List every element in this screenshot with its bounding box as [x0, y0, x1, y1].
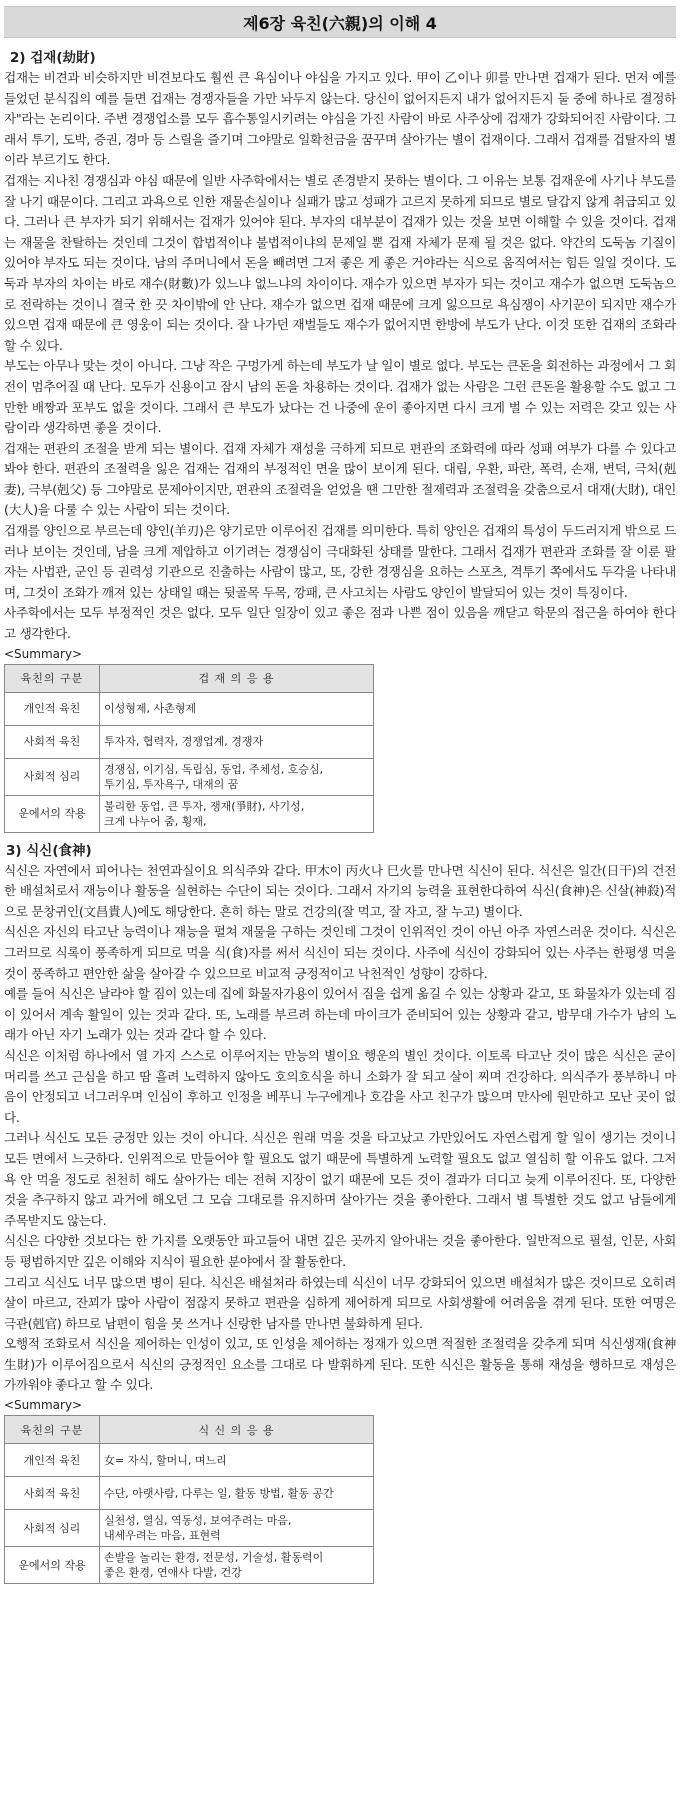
section-heading-geobjae: 2) 겁재(劫財)	[10, 50, 96, 66]
paragraph: 겁재는 편관의 조절을 받게 되는 별이다. 겁재 자체가 재성을 극하게 되므로 편관의 조화력에 따라 성패 여부가 다를 수 있다고 봐야 한다. 편관의 조절력을 잃은 겁재는 겁재의 부정적인 면을 많이 보이게 된다. 대립, 우환, 파란, 폭력, 손재, 변덕, 극처(剋妻), 극부(剋父) 등 그야말로 문제아이지만, 편관의 조절력을 얻었을 땐 그만한 절제력과 조절력을 갖춤으로서 대재(大財), 대인(大人)을 다룰 수 있는 사람이 되는 것이다.	[4, 440, 676, 518]
paragraph: 겁재를 양인으로 부르는데 양인(羊刃)은 양기로만 이루어진 겁재를 의미한다. 특히 양인은 겁재의 특성이 두드러지게 밖으로 드러나 보이는 것인데, 남을 크게 제압하고 이기려는 경쟁심이 극대화된 상태를 말한다. 그래서 겁재가 편관과 조화를 잘 이룬 팔자는 사법관, 군인 등 권력성 기관으로 진출하는 사람이 많고, 또, 강한 경쟁심을 요하는 스포츠, 격투기 쪽에서도 두각을 나타내며, 그것이 조화가 깨져 있는 상태일 때는 뒷골목 두목, 깡패, 큰 사고치는 사람도 양인이 발달되어 있는 것이 특징이다.	[4, 523, 676, 600]
table-value-cell	[100, 758, 374, 795]
paragraph: 그러나 식신도 모든 긍정만 있는 것이 아니다. 식신은 원래 먹을 것을 타고났고 가만있어도 자연스럽게 할 일이 생기는 것이니 모든 면에서 느긋하다. 인위적으로 만들어야 할 필요도 없기 때문에 특별하게 노력할 필요도 없고 열심히 할 이유도 없다. 그저 욕 안 먹을 정도로 천천히 해도 살아가는 데는 전혀 지장이 없기 때문에 모든 것이 결과가 더디고 늦게 이루어진다. 또, 다양한 것을 추구하지 않고 과거에 해오던 그 모습 그대로를 유지하며 살아가는 것을 좋아한다. 그래서 별 특별한 것도 없고 남들에게 주목받지도 않는다.	[4, 1130, 676, 1228]
summary-label: <Summary>	[4, 646, 83, 661]
document-page	[0, 6, 680, 1584]
table-header-cell: 식 신 의 응 용	[100, 1416, 374, 1444]
cell-line: 손발을 놀리는 환경, 전문성, 기술성, 활동력이	[104, 1551, 324, 1565]
table-value-cell	[100, 1510, 374, 1547]
table-key-cell: 개인적 육친	[5, 1444, 100, 1477]
paragraph: 겁재는 지나친 경쟁심과 야심 때문에 일반 사주학에서는 별로 존경받지 못하는 별이다. 그 이유는 보통 겁재운에 사기나 부도를 잘 나기 때문이다. 그리고 과욕으로 인한 재물손실이나 실패가 많고 성패가 고르지 못하게 되므로 별로 달갑지 않게 취급되고 있다. 그러나 큰 부자가 되기 위해서는 겁재가 있어야 된다. 부자의 대부분이 겁재가 있는 것을 보면 이해할 수 있을 것이다. 겁재는 재물을 찬탈하는 것인데 그것이 합법적이냐 불법적이냐의 문제일 뿐 겁재 자체가 문제 될 것은 없다. 약간의 도둑놈 기질이 있어야 부자도 되는 것이다. 남의 주머니에서 돈을 빼려면 그저 좋은 게 좋은 거야라는 식으로 움직여서는 힘든 일일 것이다. 도둑과 부자의 차이는 바로 재수(財數)가 있느냐 없느냐의 차이이다. 재수가 있으면 부자가 되는 것이고 재수가 없으면 도둑놈으로 전락하는 것이니 결국 한 끗 차이밖에 안 난다. 재수가 없으면 겁재 때문에 크게 잃으므로 욕심쟁이 사기꾼이 되지만 재수가 있으면 겁재 때문에 큰 영웅이 되는 것이다. 잘 나가던 재벌들도 재수가 없어지면 한방에 부도가 난다. 이것 또한 겁재의 조화라 할 수 있다.	[4, 172, 676, 353]
table-row	[5, 795, 374, 832]
paragraph: 겁재는 비견과 비슷하지만 비견보다도 훨씬 큰 욕심이나 야심을 가지고 있다. 甲이 乙이나 卯를 만나면 겁재가 된다. 먼저 예를 들었던 분식집의 예를 들면 겁재는 경쟁자들을 가만 놔두지 않는다. 당신이 없어지든지 내가 없어지든지 둘 중에 하나로 결정하자"라는 논리이다. 주변 경쟁업소를 모두 흡수통일시키려는 야심을 가진 사람이 바로 사주상에 겁재가 강화되어진 사람이다. 그래서 투기, 도박, 증권, 경마 등 스릴을 즐기며 그야말로 일확천금을 꿈꾸며 살아가는 별이 겁재이다. 그래서 겁재를 겁탈자의 별이라 부르기도 한다.	[4, 70, 676, 168]
table-header-cell: 겁 재 의 응 용	[100, 664, 374, 692]
table-value-cell	[100, 725, 374, 758]
paragraph: 사주학에서는 모두 부정적인 것은 없다. 모두 일단 일장이 있고 좋은 점과 나쁜 점이 있음을 깨닫고 학문의 접근을 하여야 한다고 생각한다.	[4, 605, 676, 642]
table-key-cell: 사회적 육친	[5, 725, 100, 758]
paragraph: 부도는 아무나 맞는 것이 아니다. 그냥 작은 구멍가게 하는데 부도가 날 일이 별로 없다. 부도는 큰돈을 회전하는 과정에서 그 회전이 멈추어질 때 난다. 모두가 신용이고 잠시 남의 돈을 차용하는 것이다. 겁재가 없는 사람은 그런 큰돈을 활용할 수도 없고 그만한 배짱과 포부도 없을 것이다. 그래서 큰 부도가 났다는 건 나중에 운이 좋아지면 다시 크게 벌 수 있는 저력은 갖고 있는 사람이라 생각하면 좋을 것이다.	[4, 358, 676, 436]
table-value-cell	[100, 1547, 374, 1584]
table-row	[5, 1547, 374, 1584]
paragraph: 그리고 식신도 너무 많으면 병이 된다. 식신은 배설처라 하였는데 식신이 너무 강화되어 있으면 배설처가 많은 것이므로 오히려 살이 마르고, 잔꾀가 많아 사람이 점잖지 못하고 편관을 심하게 제어하게 되므로 사회생활에 어려움을 겪게 된다. 또한 여명은 극관(剋官) 하므로 남편이 힘을 못 쓰거나 신랑한 남자를 만나면 불화하게 된다.	[4, 1274, 676, 1331]
cell-line: 크게 나누어 줌, 횡재,	[104, 814, 207, 828]
cell-line: 수단, 아랫사람, 다루는 일, 활동 방법, 활동 공간	[104, 1486, 334, 1500]
cell-line: 이성형제, 사촌형제	[104, 702, 197, 716]
table-header-row	[5, 1416, 374, 1444]
paragraph: 식신은 자연에서 피어나는 천연과실이요 의식주와 같다. 甲木이 丙火나 巳火를 만나면 식신이 된다. 식신은 일간(日干)의 건전한 배설처로서 재능이나 활동을 실현하는 수단이 되는 것이다. 그래서 자기의 능력을 표현한다하여 식신(食神)은 신살(神殺)적으로 문창귀인(文昌貴人)에도 해당한다. 흔히 하는 말로 건강의(잘 먹고, 잘 자고, 잘 누고) 별이다.	[4, 862, 676, 919]
cell-line: 좋은 환경, 연애사 다발, 건강	[104, 1566, 242, 1580]
cell-line: 실천성, 열심, 역동성, 보여주려는 마음,	[104, 1514, 292, 1528]
paragraph: 식신은 다양한 것보다는 한 가지를 오랫동안 파고들어 내면 깊은 곳까지 알아내는 것을 좋아한다. 일반적으로 필설, 인문, 사회 등 평범하지만 깊은 이해와 지식이 필요한 분야에서 잘 활동한다.	[4, 1233, 676, 1269]
cell-line: 내세우려는 마음, 표현력	[104, 1529, 221, 1543]
table-value-cell	[100, 692, 374, 725]
table-key-cell: 사회적 심리	[5, 758, 100, 795]
table-header-row	[5, 664, 374, 692]
table-row	[5, 725, 374, 758]
table-value-cell	[100, 795, 374, 832]
summary-table-siksin	[4, 1415, 374, 1584]
table-key-cell: 사회적 육친	[5, 1477, 100, 1510]
table-key-cell: 개인적 육친	[5, 692, 100, 725]
table-key-cell: 운에서의 작용	[5, 1547, 100, 1584]
table-key-cell: 운에서의 작용	[5, 795, 100, 832]
chapter-title-text: 제6장 육친(六親)의 이해 4	[243, 13, 437, 33]
section-body-siksin	[4, 861, 676, 1396]
table-row	[5, 758, 374, 795]
section-body-geobjae	[4, 68, 676, 645]
cell-line: 투자자, 협력자, 경쟁업계, 경쟁자	[104, 735, 264, 749]
table-value-cell	[100, 1477, 374, 1510]
cell-line: 불리한 동업, 큰 투자, 쟁재(爭財), 사기성,	[104, 799, 305, 813]
cell-line: 경쟁심, 이기심, 독립심, 동업, 주체성, 호승심,	[104, 762, 324, 776]
cell-line: 투기심, 투자욕구, 대재의 꿈	[104, 777, 239, 791]
table-key-cell: 사회적 심리	[5, 1510, 100, 1547]
chapter-title	[4, 6, 676, 38]
section-heading-siksin: 3) 식신(食神)	[6, 842, 92, 859]
cell-line: 女= 자식, 할머니, 며느리	[104, 1453, 227, 1467]
table-row	[5, 1510, 374, 1547]
table-value-cell	[100, 1444, 374, 1477]
paragraph: 식신은 이처럼 하나에서 열 가지 스스로 이루어지는 만능의 별이요 행운의 별인 것이다. 이토록 타고난 것이 많은 식신은 굳이 머리를 쓰고 근심을 하고 땀 흘려 노력하지 않아도 호의호식을 하니 소화가 잘 되고 살이 찌며 건강하다. 의식주가 풍부하니 마음이 안정되고 너그러우며 인심이 후하고 인정을 베푸니 누구에게나 호감을 사고 친구가 많으며 만사에 원만하고 모난 곳이 없다.	[4, 1047, 676, 1125]
paragraph: 오행적 조화로서 식신을 제어하는 인성이 있고, 또 인성을 제어하는 정재가 있으면 적절한 조절력을 갖추게 되며 식신생재(食神生財)가 이루어짐으로서 식신의 긍정적인 요소를 그대로 다 발휘하게 된다. 또한 식신은 활동을 통해 재성을 행하므로 재성은 가까워야 좋다고 할 수 있다.	[4, 1336, 676, 1393]
table-row	[5, 692, 374, 725]
summary-label: <Summary>	[4, 1398, 83, 1413]
paragraph: 예를 들어 식신은 날라야 할 짐이 있는데 집에 화물자가용이 있어서 짐을 쉽게 옮길 수 있는 상황과 같고, 또 화물차가 있는데 짐이 있어서 계속 활일이 있는 것과 같다. 또, 노래를 부르려 하는데 마이크가 준비되어 있는 상황과 같고, 밤무대 가수가 남의 노래가 아닌 자기 노래가 있는 것과 같다 할 수 있다.	[4, 986, 676, 1043]
table-row	[5, 1477, 374, 1510]
table-header-cell: 육친의 구분	[5, 1416, 100, 1444]
table-row	[5, 1444, 374, 1477]
summary-table-geobjae	[4, 664, 374, 833]
paragraph: 식신은 자신의 타고난 능력이나 재능을 펼쳐 재물을 구하는 것인데 그것이 인위적인 것이 아닌 아주 자연스러운 것이다. 식신은 그러므로 식록이 풍족하게 되므로 먹을 식(食)자를 써서 식신이 되는 것이다. 사주에 식신이 강화되어 있는 사주는 한평생 먹을 것이 풍족하고 편안한 삶을 살아갈 수 있으므로 비교적 긍정적이고 낙천적인 성향이 강하다.	[4, 924, 676, 981]
table-header-cell: 육친의 구분	[5, 664, 100, 692]
